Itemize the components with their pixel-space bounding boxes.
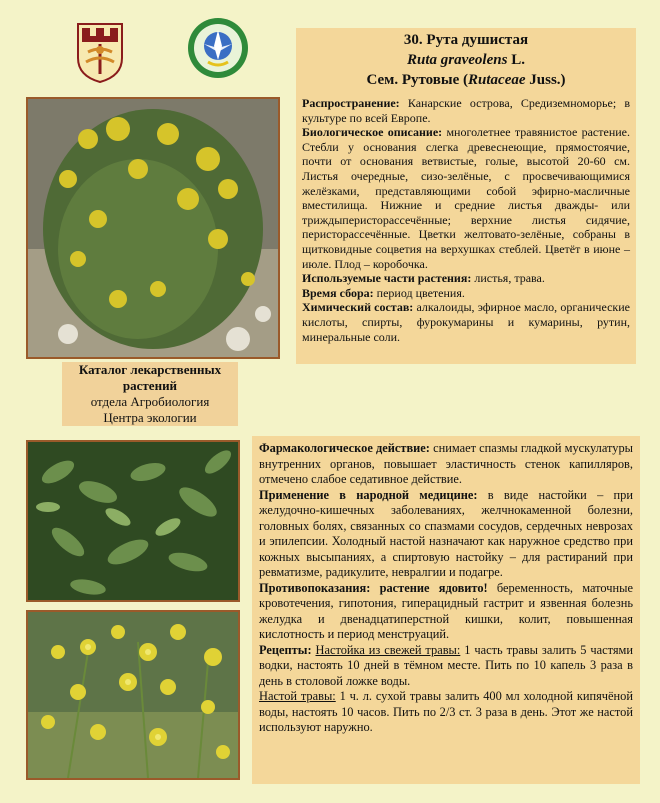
harvest-label: Время сбора: [302, 285, 374, 300]
family-latin: Rutaceae [468, 72, 526, 88]
catalog-caption [62, 362, 238, 426]
pharmacology-box [252, 436, 640, 784]
latin-name-line [296, 50, 636, 70]
action-label: Фармакологическое действие: [259, 441, 430, 455]
folk-paragraph [259, 488, 633, 581]
latin-name: Ruta graveolens [407, 52, 508, 68]
distribution-paragraph [302, 96, 630, 125]
plant-flowers-photo [26, 610, 240, 780]
action-text: снимает спазмы гладкой мускулатуры внутренних органов, повышает эластичность стенок капилляров, отмечено слабое седативное действие. [259, 441, 633, 486]
ecology-center-logo-icon [186, 16, 250, 80]
harvest-text: период цветения. [376, 285, 465, 300]
parts-label: Используемые части растения: [302, 271, 472, 286]
action-paragraph [259, 441, 633, 488]
parts-paragraph [302, 271, 630, 286]
harvest-paragraph [302, 286, 630, 301]
catalog-line-2: растений [122, 378, 178, 393]
family-line [296, 70, 636, 90]
catalog-line-1: Каталог лекарственных [78, 362, 222, 377]
family-label: Сем. Рутовые ( [366, 72, 469, 88]
recipe-2-paragraph [259, 689, 633, 736]
distribution-label: Распространение: [302, 96, 400, 110]
parts-text: листья, трава. [474, 271, 545, 286]
bio-paragraph [302, 125, 630, 271]
recipe-2-text: 1 ч. л. сухой травы залить 400 мл холодной кипячёной воды, настоять 10 часов. Пить по 2/3 ст. 3 раза в день. Этот же настой используют наружно. [259, 689, 633, 734]
description-box [296, 92, 636, 364]
recipe-1-text: 1 часть травы залить 5 частями водки, настоять 10 дней в тёмном месте. Пить по 10 капель 3 раза в день в столовой ложке воды. [259, 642, 633, 688]
plant-leaves-photo [26, 440, 240, 602]
family-author: Juss.) [529, 72, 566, 88]
chem-text: алкалоиды, эфирное масло, органические кислоты, спирты, фурокумарины и кумарины, рутин, минеральные соли. [302, 300, 630, 344]
contra-paragraph [259, 581, 633, 643]
recipe-2-title: Настой травы: [259, 689, 336, 703]
bio-text: многолетнее травянистое растение. Стебли у основания слегка древеснеющие, прямостоячие, почти от основания ветвистые, голые, высотой 20-60 см. Листья очередные, сизо-зелёные, с просвечивающимися желёзками, представляющими собой эфирно-масличные вместилища. Нижние и средние листья дважды- или триждыперисторассечённые; верхние листья сидячие, перисторассечённые. Цветки желтовато-зелёные, собраны в щитковидные соцветия на верхушках стеблей. Цветёт в июне – июле. Плод – коробочка. [302, 125, 630, 271]
plant-title-box [296, 28, 636, 92]
recipes-label: Рецепты: [259, 642, 312, 657]
chem-label: Химический состав: [302, 300, 414, 315]
bio-label: Биологическое описание: [302, 125, 443, 140]
contra-label: Противопоказания: [259, 580, 371, 595]
latin-author: L. [511, 52, 525, 68]
recipe-1-paragraph [259, 643, 633, 690]
catalog-line-4: Центра экологии [103, 410, 197, 425]
institution-emblem-icon [74, 22, 126, 84]
catalog-line-3: отдела Агробиология [90, 394, 210, 409]
folk-label: Применение в народной медицине: [259, 487, 478, 502]
contra-text: беременность, маточные кровотечения, гипотония, гиперацидный гастрит и язвенная болезнь желудка и двенадцатиперстной кишки, колит, повышенная кислотность и период менструаций. [259, 580, 633, 641]
folk-text: в виде настойки – при желудочно-кишечных заболеваниях, желчнокаменной болезни, головных болях, связанных со спазмами сосудов, сердечных неврозах и эпилепсии. Холодный настой назначают как наружное средство при кожных высыпаниях, а спиртовую настойку – для растираний при ревматизме, радикулите, невралгии и подагре. [259, 487, 633, 579]
distribution-text: Канарские острова, Средиземноморье; в культуре по всей Европе. [302, 96, 630, 125]
plant-bush-photo [26, 97, 280, 359]
chem-paragraph [302, 300, 630, 344]
recipe-1-title: Настойка из свежей травы: [315, 642, 461, 657]
contra-warning: растение ядовито! [379, 580, 488, 595]
plant-number-title: 30. Рута душистая [403, 32, 529, 48]
